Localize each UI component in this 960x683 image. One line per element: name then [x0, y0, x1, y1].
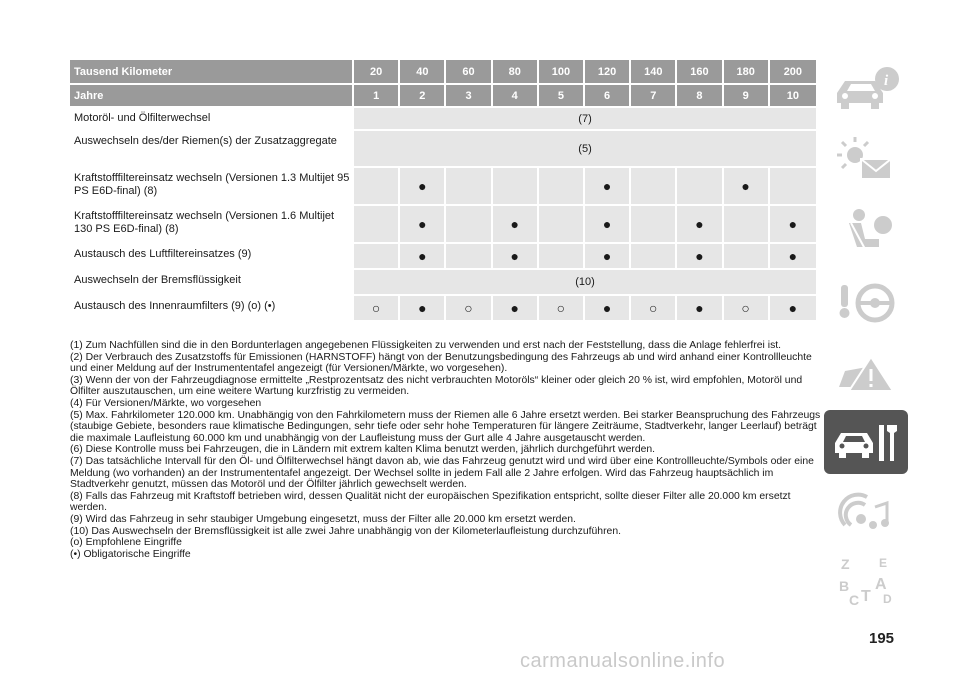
- year-header-cell: 10: [770, 83, 816, 106]
- interval-cell: [493, 204, 539, 242]
- mandatory-dot-icon: ●: [418, 247, 427, 264]
- mandatory-dot-icon: ●: [788, 215, 798, 232]
- row-label: Kraftstofffiltereinsatz wechseln (Versionen 1.3 Multijet 95 PS E6D-final) (8): [70, 166, 354, 204]
- table-row: [70, 106, 816, 129]
- km-header-cell: 200: [770, 60, 816, 83]
- interval-cell: [446, 242, 492, 268]
- footnote: (1) Zum Nachfüllen sind die in den Bordunterlagen angegebenen Flüssigkeiten zu verwenden und erst nach der Feststellung, dass die Anlage fehlerfrei ist.: [70, 340, 782, 351]
- interval-cell: [539, 294, 585, 320]
- row-label: Austausch des Luftfiltereinsatzes (9): [70, 242, 354, 268]
- footnote: (o) Empfohlene Eingriffe: [70, 537, 182, 549]
- svg-text:i: i: [884, 73, 889, 89]
- year-header-cell: 3: [446, 83, 492, 106]
- mandatory-dot-icon: ●: [788, 247, 798, 264]
- interval-cell: [770, 242, 816, 268]
- watermark: carmanualsonline.info: [520, 650, 726, 672]
- table-row: [70, 166, 816, 204]
- table-row: [70, 129, 816, 166]
- recommended-circle-icon: ○: [649, 299, 658, 316]
- interval-cell: [631, 294, 677, 320]
- interval-cell: [400, 204, 446, 242]
- maintenance-icon: [831, 415, 901, 469]
- index-letter: C: [849, 592, 860, 608]
- km-header-cell: 180: [724, 60, 770, 83]
- row-label: Motoröl- und Ölfilterwechsel: [70, 106, 354, 129]
- interval-cell: [539, 204, 585, 242]
- interval-cell: [354, 204, 400, 242]
- interval-cell: [493, 242, 539, 268]
- km-header-cell: 120: [585, 60, 631, 83]
- km-header-cell: 40: [400, 60, 446, 83]
- interval-note-cell: (10): [354, 268, 816, 294]
- footnotes: [70, 340, 822, 560]
- footnote: (7) Das tatsächliche Intervall für den Öl- und Ölfilterwechsel hängt davon ab, wie das Fahrzeug genutzt wird und wird über eine Kontrollleuchte/Symbols oder eine Meldung (wo vorhanden) an der Instrumententafel angezeigt. Der Wechsel sollte in jedem Fall alle 2 Jahre erfolgen. Wird das Fahrzeug hauptsächlich im Stadtverkehr genutzt, müssen das Motoröl und der Ölfilter jährlich gewechselt werden.: [70, 455, 814, 491]
- interval-cell: [631, 166, 677, 204]
- interval-cell: [585, 294, 631, 320]
- interval-cell: [585, 242, 631, 268]
- interval-cell: [631, 204, 677, 242]
- interval-cell: [585, 166, 631, 204]
- mandatory-dot-icon: ●: [510, 215, 519, 232]
- footnote: (4) Für Versionen/Märkte, wo vorgesehen: [70, 397, 262, 409]
- interval-cell: [400, 242, 446, 268]
- sidebar-maintenance[interactable]: [824, 410, 908, 474]
- table-row: [70, 204, 816, 242]
- interval-cell: [770, 166, 816, 204]
- chapter-sidebar: [824, 60, 908, 620]
- footnote: (2) Der Verbrauch des Zusatzstoffs für Emissionen (HARNSTOFF) hängt von der Benutzungsbedingung des Fahrzeugs ab und wird anhand einer Kontrollleuchte und einer Meldung auf der Instrumententafel angezeigt (für Versionen/Märkte, wo vorgesehen).: [70, 351, 812, 375]
- mandatory-dot-icon: ●: [510, 247, 519, 264]
- interval-cell: [400, 294, 446, 320]
- year-header-label: Jahre: [70, 83, 354, 106]
- interval-cell: [724, 204, 770, 242]
- footnote: (10) Das Auswechseln der Bremsflüssigkeit ist alle zwei Jahre unabhängig von der Kilometerlaufleistung durchzuführen.: [70, 525, 621, 537]
- km-header-cell: 60: [446, 60, 492, 83]
- sidebar-seat-airbag[interactable]: [824, 200, 908, 264]
- recommended-circle-icon: ○: [556, 299, 566, 316]
- year-header-cell: 9: [724, 83, 770, 106]
- interval-cell: [400, 166, 446, 204]
- interval-cell: [539, 242, 585, 268]
- page-number: 195: [869, 630, 895, 647]
- km-header-row: [70, 60, 816, 83]
- footnote: (•) Obligatorische Eingriffe: [70, 548, 191, 560]
- interval-cell: [354, 166, 400, 204]
- sidebar-index[interactable]: [824, 550, 908, 614]
- km-header-cell: 160: [677, 60, 723, 83]
- mandatory-dot-icon: ●: [602, 247, 612, 264]
- recommended-circle-icon: ○: [741, 299, 750, 316]
- year-header-row: [70, 83, 816, 106]
- interval-cell: [770, 294, 816, 320]
- recommended-circle-icon: ○: [371, 299, 381, 316]
- footnote: (8) Falls das Fahrzeug mit Kraftstoff betrieben wird, dessen Qualität nicht der europäischen Spezifikation entspricht, sollte dieser Filter alle 20.000 km ersetzt werden.: [70, 490, 791, 514]
- interval-cell: [585, 204, 631, 242]
- km-header-cell: 80: [493, 60, 539, 83]
- index-letter: E: [879, 556, 888, 570]
- km-header-cell: 140: [631, 60, 677, 83]
- year-header-cell: 8: [677, 83, 723, 106]
- sidebar-car-info[interactable]: [824, 60, 908, 124]
- interval-cell: [724, 242, 770, 268]
- interval-cell: [539, 166, 585, 204]
- year-header-cell: 4: [493, 83, 539, 106]
- interval-cell: [446, 294, 492, 320]
- year-header-cell: 1: [354, 83, 400, 106]
- year-header-cell: 5: [539, 83, 585, 106]
- table-row: [70, 268, 816, 294]
- interval-cell: [677, 294, 723, 320]
- table-row: [70, 294, 816, 320]
- mandatory-dot-icon: ●: [602, 215, 612, 232]
- footnote: (9) Wird das Fahrzeug in sehr staubiger Umgebung eingesetzt, muss der Filter alle 20.000 km ersetzt werden.: [70, 513, 576, 525]
- index-letter: D: [883, 592, 892, 606]
- row-label: Auswechseln des/der Riemen(s) der Zusatzaggregate: [70, 129, 354, 166]
- row-label: Kraftstofffiltereinsatz wechseln (Versionen 1.6 Multijet 130 PS E6D-final) (8): [70, 204, 354, 242]
- table-row: [70, 242, 816, 268]
- index-letter: A: [875, 576, 887, 593]
- interval-note-cell: (7): [354, 106, 816, 129]
- index-letter: B: [839, 578, 850, 594]
- year-header-cell: 7: [631, 83, 677, 106]
- interval-cell: [354, 242, 400, 268]
- steering-key-icon: [831, 275, 901, 329]
- footnote: (3) Wenn der von der Fahrzeugdiagnose ermittelte „Restprozentsatz des nicht verbrauchten Motoröls“ kleiner oder gleich 20 % ist, wird empfohlen, Motoröl und Ölfilter auszutauschen, um eine weitere Wartung kurzfristig zu vermeiden.: [70, 374, 803, 398]
- interval-cell: [677, 242, 723, 268]
- interval-cell: [493, 166, 539, 204]
- mandatory-dot-icon: ●: [695, 247, 704, 264]
- index-letter: Z: [841, 556, 850, 572]
- emergency-icon: [831, 345, 901, 399]
- mandatory-dot-icon: ●: [418, 177, 427, 194]
- row-label: Auswechseln der Bremsflüssigkeit: [70, 268, 354, 294]
- mandatory-dot-icon: ●: [510, 299, 519, 316]
- mandatory-dot-icon: ●: [418, 215, 427, 232]
- year-header-cell: 2: [400, 83, 446, 106]
- sidebar-multimedia[interactable]: [824, 480, 908, 544]
- km-header-label: Tausend Kilometer: [70, 60, 354, 83]
- mandatory-dot-icon: ●: [741, 177, 750, 194]
- km-header-cell: 100: [539, 60, 585, 83]
- footnote: (5) Max. Fahrkilometer 120.000 km. Unabhängig von den Fahrkilometern muss der Riemen alle 6 Jahre ersetzt werden. Bei starker Beanspruchung des Fahrzeugs (staubige Gebiete, besonders raue klimatische Bedingungen, sehr tiefe oder sehr hohe Temperaturen für längere Zeiträume, Stadtverkehr, langer Leerlauf) beträgt die maximale Laufleistung 60.000 km und unabhängig von der Laufleistung muss der Gurt alle 4 Jahre ausgetauscht werden.: [70, 409, 821, 444]
- interval-cell: [724, 166, 770, 204]
- interval-cell: [631, 242, 677, 268]
- mandatory-dot-icon: ●: [602, 299, 612, 316]
- mandatory-dot-icon: ●: [602, 177, 612, 194]
- mandatory-dot-icon: ●: [418, 299, 427, 316]
- interval-cell: [446, 204, 492, 242]
- interval-cell: [446, 166, 492, 204]
- index-letter: T: [861, 588, 871, 605]
- year-header-cell: 6: [585, 83, 631, 106]
- mandatory-dot-icon: ●: [695, 299, 704, 316]
- car-info-icon: [831, 65, 901, 119]
- row-label: Austausch des Innenraumfilters (9) (o) (•): [70, 294, 354, 320]
- interval-cell: [677, 166, 723, 204]
- maintenance-table: [70, 60, 816, 320]
- footnote: (6) Diese Kontrolle muss bei Fahrzeugen, die in Ländern mit extrem kalten Klima benutzt werden, jährlich durchgeführt werden.: [70, 444, 656, 456]
- interval-cell: [354, 294, 400, 320]
- warning-lights-icon: [831, 135, 901, 189]
- interval-cell: [724, 294, 770, 320]
- km-header-cell: 20: [354, 60, 400, 83]
- sidebar-warning-lights[interactable]: [824, 130, 908, 194]
- interval-cell: [493, 294, 539, 320]
- recommended-circle-icon: ○: [464, 299, 473, 316]
- interval-cell: [770, 204, 816, 242]
- interval-note-cell: (5): [354, 129, 816, 166]
- sidebar-steering-key[interactable]: [824, 270, 908, 334]
- mandatory-dot-icon: ●: [788, 299, 798, 316]
- interval-cell: [677, 204, 723, 242]
- index-icon: [831, 555, 901, 609]
- mandatory-dot-icon: ●: [695, 215, 704, 232]
- sidebar-emergency[interactable]: [824, 340, 908, 404]
- multimedia-icon: [831, 485, 901, 539]
- seat-airbag-icon: [831, 205, 901, 259]
